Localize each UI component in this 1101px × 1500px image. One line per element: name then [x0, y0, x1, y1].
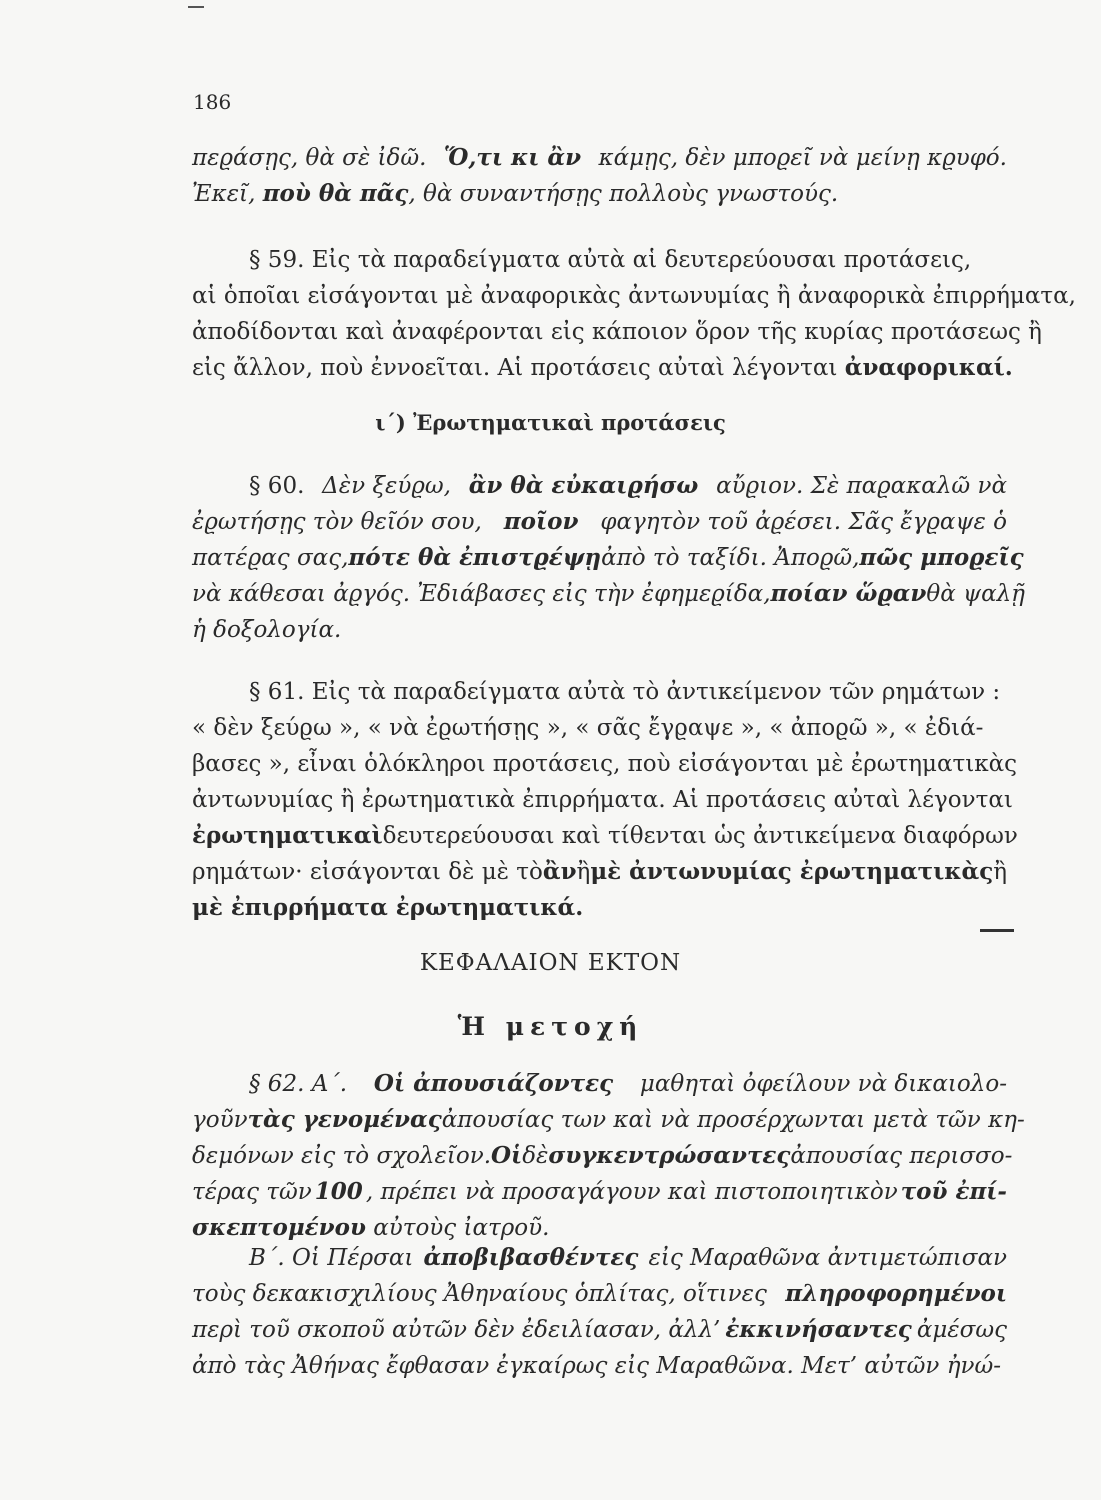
paragraph-61: [192, 674, 1018, 926]
text-run: δὲ: [522, 1143, 549, 1169]
margin-dash: [980, 929, 1014, 932]
text-run: κάμῃς, δὲν μποϱεῖ νὰ μείνῃ κϱυφό.: [598, 145, 1007, 171]
text-run: περὶ τοῦ σκοποῦ αὐτῶν δὲν ἐδειλίασαν, ἀλλ’: [192, 1317, 721, 1343]
text-line: [192, 468, 1007, 504]
text-run: § 61. Εἰς τὰ παραδείγματα αὐτὰ τὸ ἀντικείμενον τῶν ρημάτων :: [249, 679, 1001, 705]
text-run: ἢ: [993, 859, 1008, 885]
bold-term: ποῖον: [503, 508, 579, 535]
chapter-title: Ἡ μετοχή: [457, 1012, 644, 1041]
bold-term: ἐκκινήσαντες: [725, 1316, 912, 1343]
bold-term: πληροφορημένοι: [785, 1280, 1007, 1307]
text-run: εἰς ἄλλον, ποὺ ἐννοεῖται. Αἱ προτάσεις αὐταὶ λέγονται: [192, 355, 845, 381]
text-line: [192, 746, 1018, 782]
text-run: ἀπὸ τὸ ταξίδι. Ἀποϱῶ,: [601, 545, 860, 571]
text-run: ἀπουσίας περισσο-: [790, 1143, 1013, 1169]
bold-term: ποίαν ὥϱαν: [770, 580, 927, 607]
text-run: τοὺς δεκακισχιλίους Ἀθηναίους ὁπλίτας, οἵτινες: [192, 1281, 767, 1307]
text-run: ἀντωνυμίας ἢ ἐρωτηματικὰ ἐπιρρήματα. Αἱ προτάσεις αὐταὶ λέγονται: [192, 787, 1013, 813]
section-heading: ι΄) Ἐρωτηματικαὶ προτάσεις: [375, 410, 726, 435]
text-line: [192, 1240, 1007, 1276]
text-run: αὐτοὺς ἰατροῦ.: [365, 1215, 550, 1241]
bold-term: πῶς μποϱεῖς: [859, 544, 1024, 571]
text-run: , πρέπει νὰ προσαγάγουν καὶ πιστοποιητικὸν: [365, 1179, 898, 1205]
text-run: εἰς Μαραθῶνα ἀντιμετώπισαν: [648, 1245, 1007, 1271]
text-run: αἱ ὁποῖαι εἰσάγονται μὲ ἀναφορικὰς ἀντωνυμίας ἢ ἀναφορικὰ ἐπιρρήματα,: [192, 283, 1076, 309]
text-line: [192, 1066, 1007, 1102]
text-run: νὰ κάθεσαι ἀϱγός. Ἐδιάβασες εἰς τὴν ἐφημεϱίδα,: [192, 581, 771, 607]
text-run: δεμόνων εἰς τὸ σχολεῖον.: [192, 1143, 492, 1169]
text-line: [192, 140, 1007, 176]
text-line: [192, 540, 1024, 576]
text-run: ἀμέσως: [916, 1317, 1007, 1343]
bold-term: Οἱ ἀπουσιάζοντες: [373, 1070, 614, 1097]
text-line: [192, 504, 1007, 540]
text-run: αὔϱιον. Σὲ παϱακαλῶ νὰ: [716, 473, 1007, 499]
text-line: [192, 1276, 1007, 1312]
text-run: μαθηταὶ ὀφείλουν νὰ δικαιολο-: [639, 1071, 1007, 1097]
chapter-heading: ΚΕΦΑΛΑΙΟΝ ΕΚΤΟΝ: [419, 950, 682, 976]
text-run: φαγητὸν τοῦ ἀϱέσει. Σᾶς ἔγϱαψε ὁ: [600, 509, 1007, 535]
bold-term: μὲ ἐπιρρήματα ἐρωτηματικά.: [192, 894, 584, 921]
text-line: [192, 818, 1018, 854]
text-line: [192, 278, 1076, 314]
text-run: « δὲν ξεύϱω », « νὰ ἐϱωτήσῃς », « σᾶς ἔγϱαψε », « ἀποϱῶ », « ἐδιά-: [192, 715, 984, 741]
scan-mark: [188, 6, 204, 8]
text-line: [192, 674, 1007, 710]
text-run: , θὰ συναντήσῃς πολλοὺς γνωστούς.: [408, 181, 839, 207]
text-run: Δὲν ξεύϱω,: [322, 473, 451, 499]
text-run: Ἐκεῖ,: [192, 181, 263, 207]
text-run: θὰ ψαλῇ: [926, 581, 1025, 607]
text-line: [192, 890, 1007, 926]
bold-term: Ὅ,τι κι ἂν: [443, 144, 582, 171]
bold-term: ποὺ θὰ πᾶς: [262, 180, 409, 207]
text-line: [192, 314, 1042, 350]
text-line: [192, 1174, 1007, 1210]
paragraph-examples-relative: [192, 140, 1007, 212]
text-run: δευτερεύουσαι καὶ τίθενται ὡς ἀντικείμενα διαφόρων: [382, 823, 1018, 849]
text-line: [192, 1348, 1007, 1384]
text-run: πατέϱας σας,: [192, 545, 349, 571]
paragraph-60: [192, 468, 1025, 648]
text-run: γοῦν: [192, 1107, 248, 1133]
text-line: [192, 1312, 1007, 1348]
text-run: ἀπὸ τὰς Ἀθήνας ἔφθασαν ἐγκαίρως εἰς Μαραθῶνα. Μετ’ αὐτῶν ἠνώ-: [192, 1353, 1001, 1379]
text-line: [192, 710, 1007, 746]
text-run: Β΄. Οἱ Πέρσαι: [249, 1245, 414, 1271]
bold-term: ἐρωτηματικαὶ: [192, 822, 383, 849]
text-line: [192, 242, 1007, 278]
bold-term: μὲ ἀντωνυμίας ἐρωτηματικὰς: [590, 858, 994, 885]
bold-term: 100: [314, 1178, 363, 1205]
text-line: [192, 854, 1007, 890]
text-line: [192, 1102, 1025, 1138]
bold-term: ἂν: [542, 858, 577, 885]
text-run: § 60.: [249, 473, 305, 499]
paragraph-62: [192, 1066, 1025, 1246]
bold-term: σκεπτομένου: [192, 1214, 366, 1241]
text-line: [192, 176, 1007, 212]
text-line: [192, 782, 1013, 818]
bold-term: πότε θὰ ἐπιστϱέψῃ: [348, 544, 602, 571]
text-run: ἀποδίδονται καὶ ἀναφέρονται εἰς κάποιον ὅρον τῆς κυρίας προτάσεως ἢ: [192, 319, 1042, 345]
bold-term: τὰς γενομένας: [247, 1106, 442, 1133]
paragraph-59: [192, 242, 1076, 386]
text-run: ἐϱωτήσῃς τὸν θεῖόν σου,: [192, 509, 482, 535]
bold-term: τοῦ ἐπί-: [900, 1178, 1007, 1205]
bold-term: ἀποβιβασθέντες: [423, 1244, 639, 1271]
text-run: πεϱάσῃς, θὰ σὲ ἰδῶ.: [192, 145, 427, 171]
bold-term: συγκεντρώσαντες: [548, 1142, 791, 1169]
bold-term: ἀναφορικαί.: [844, 354, 1013, 381]
text-run: τέρας τῶν: [192, 1179, 312, 1205]
text-line: [192, 1138, 1013, 1174]
text-run: ρημάτων· εἰσάγονται δὲ μὲ τὸ: [192, 859, 543, 885]
text-run: § 59. Εἰς τὰ παραδείγματα αὐτὰ αἱ δευτερεύουσαι προτάσεις,: [249, 247, 972, 273]
text-run: ἡ δοξολογία.: [192, 617, 342, 643]
text-run: βασες », εἶναι ὁλόκληροι προτάσεις, ποὺ εἰσάγονται μὲ ἐρωτηματικὰς: [192, 751, 1018, 777]
text-line: [192, 612, 1007, 648]
text-line: [192, 576, 1025, 612]
page-number: 186: [193, 90, 232, 114]
text-run: ἢ: [576, 859, 591, 885]
paragraph-62-b: [192, 1240, 1007, 1384]
text-line: [192, 350, 1013, 386]
bold-term: ἂν θὰ εὐκαιϱήσω: [468, 472, 699, 499]
text-run: § 62. Α΄.: [249, 1071, 348, 1097]
bold-term: Οἱ: [491, 1142, 523, 1169]
text-run: ἀπουσίας των καὶ νὰ προσέρχωνται μετὰ τῶν κη-: [441, 1107, 1025, 1133]
